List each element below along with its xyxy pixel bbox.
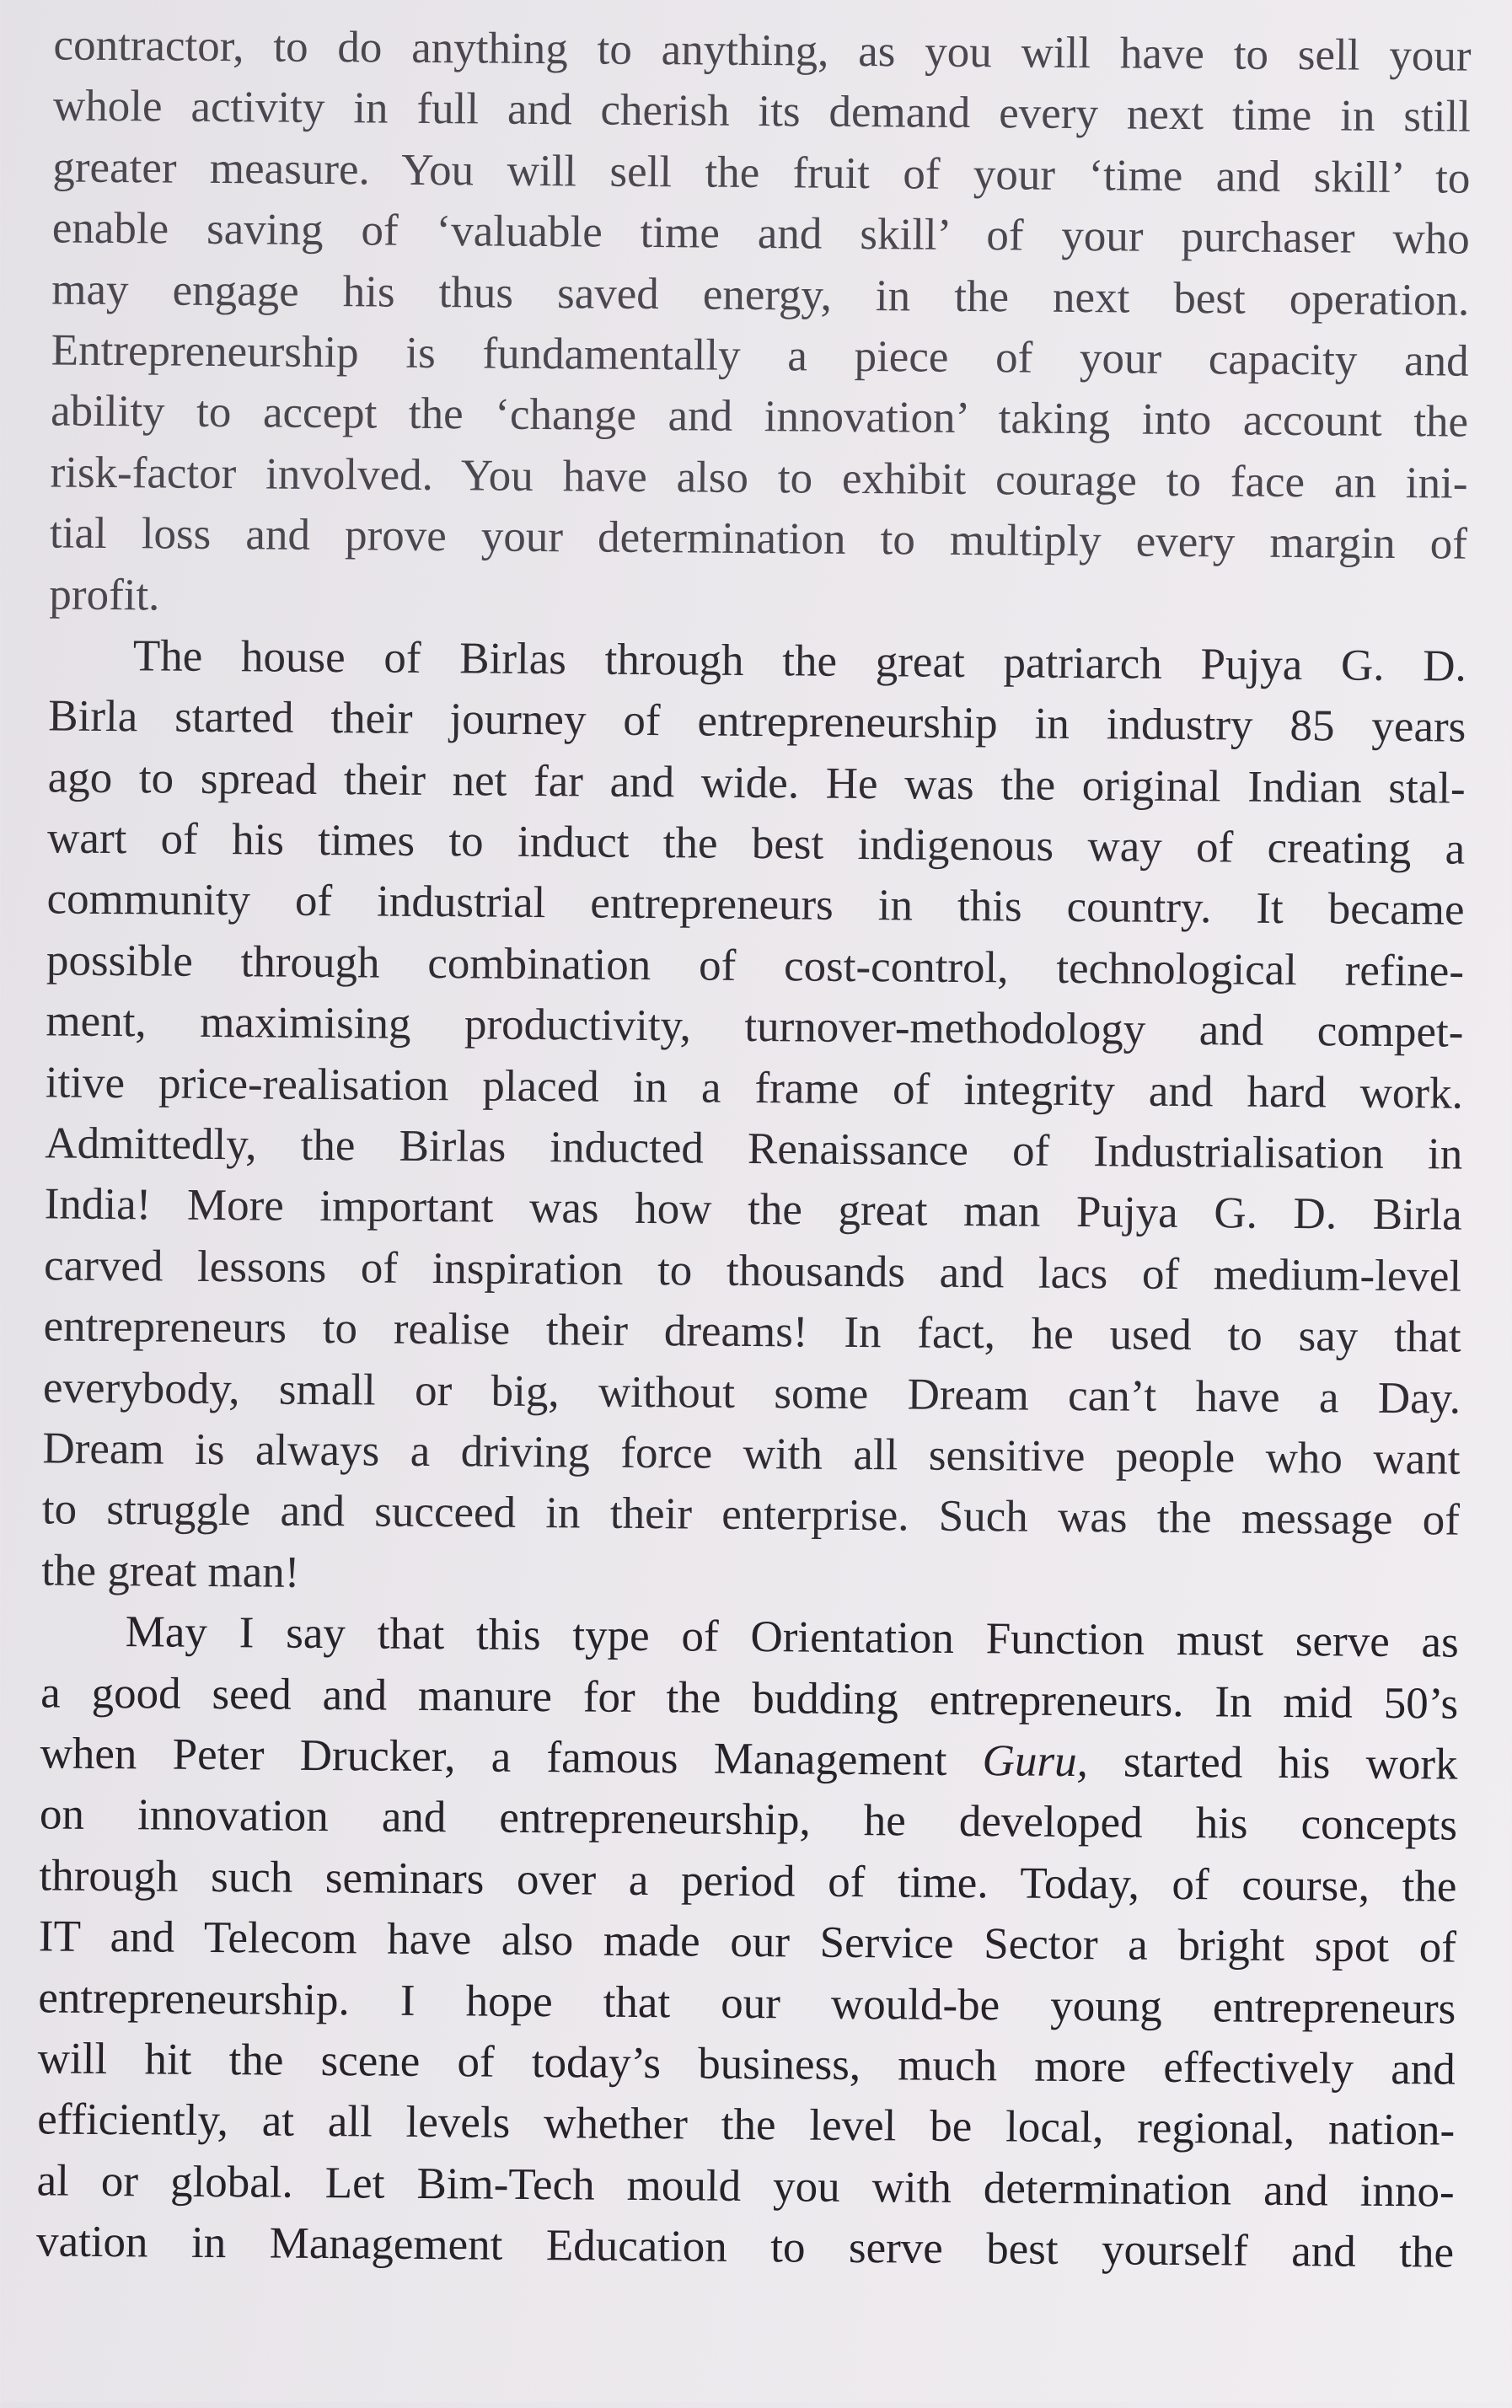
- text-line: efficiently, at all levels whether the level be local, regional, nation-: [36, 2094, 1456, 2155]
- text-line: through such seminars over a period of time. Today, of course, the: [39, 1851, 1457, 1912]
- text-segment: when Peter Drucker, a famous Management: [40, 1729, 983, 1786]
- text-line: ability to accept the ‘change and innovation’ taking into account the: [50, 386, 1469, 447]
- text-line: Dream is always a driving force with all sensitive people who want: [42, 1424, 1461, 1484]
- text-line: carved lessons of inspiration to thousands and lacs of medium-level: [43, 1241, 1462, 1301]
- text-line: greater measure. You will sell the fruit of your ‘time and skill’ to: [52, 142, 1471, 203]
- text-line: [40, 1723, 1458, 1795]
- text-line: the great man!: [41, 1546, 300, 1597]
- text-segment: started his work: [1087, 1737, 1458, 1789]
- text-line: India! More important was how the great man Pujya G. D. Birla: [44, 1179, 1462, 1241]
- text-line: ago to spread their net far and wide. He was the original Indian stal-: [47, 753, 1466, 813]
- text-line: a good seed and manure for the budding entrepreneurs. In mid 50’s: [40, 1667, 1459, 1729]
- text-line: community of industrial entrepreneurs in this country. It became: [46, 874, 1465, 936]
- text-line: IT and Telecom have also made our Service Sector a bright spot of: [38, 1912, 1457, 1972]
- text-line: The house of Birlas through the great patriarch Pujya G. D.: [132, 631, 1467, 691]
- text-line: Admittedly, the Birlas inducted Renaissance of Industrialisation in: [45, 1118, 1463, 1179]
- text-line: risk-factor involved. You have also to exhibit courage to face an ini-: [50, 448, 1468, 508]
- text-line: entrepreneurship. I hope that our would-be young entrepreneurs: [38, 1972, 1456, 2034]
- text-line: entrepreneurs to realise their dreams! In fact, he used to say that: [43, 1301, 1461, 1362]
- text-line: may engage his thus saved energy, in the next best operation.: [51, 265, 1470, 325]
- text-line: vation in Management Education to serve best yourself and the: [35, 2217, 1455, 2277]
- text-line: profit.: [49, 569, 160, 619]
- text-line: May I say that this type of Orientation Function must serve as: [125, 1607, 1459, 1667]
- text-line: ment, maximising productivity, turnover-methodology and compet-: [46, 996, 1464, 1057]
- italic-word: Guru,: [982, 1736, 1089, 1787]
- text-line: al or global. Let Bim-Tech mould you with determination and inno-: [36, 2156, 1455, 2217]
- text-line: contractor, to do anything to anything, as you will have to sell your: [53, 20, 1472, 81]
- text-line: Entrepreneurship is fundamentally a piece of your capacity and: [51, 325, 1469, 386]
- paragraph-1: [49, 14, 1472, 636]
- text-line: itive price-realisation placed in a frame of integrity and hard work.: [45, 1058, 1464, 1118]
- text-line: to struggle and succeed in their enterprise. Such was the message of: [41, 1484, 1461, 1545]
- paragraph-3: [36, 1601, 1459, 2283]
- text-line: tial loss and prove your determination to multiply every margin of: [49, 508, 1468, 569]
- text-line: whole activity in full and cherish its demand every next time in still: [52, 81, 1472, 142]
- text-line: wart of his times to induct the best indigenous way of creating a: [46, 813, 1466, 874]
- text-line: everybody, small or big, without some Dream can’t have a Day.: [42, 1363, 1461, 1424]
- text-line: on innovation and entrepreneurship, he developed his concepts: [39, 1789, 1458, 1850]
- text-line: enable saving of ‘valuable time and skill’ of your purchaser who: [51, 203, 1471, 264]
- text-line: possible through combination of cost-control, technological refine-: [46, 936, 1465, 996]
- text-line: Birla started their journey of entrepreneurship in industry 85 years: [48, 691, 1466, 752]
- text-line: will hit the scene of today’s business, much more effectively and: [37, 2034, 1456, 2094]
- paragraph-2: [41, 625, 1466, 1612]
